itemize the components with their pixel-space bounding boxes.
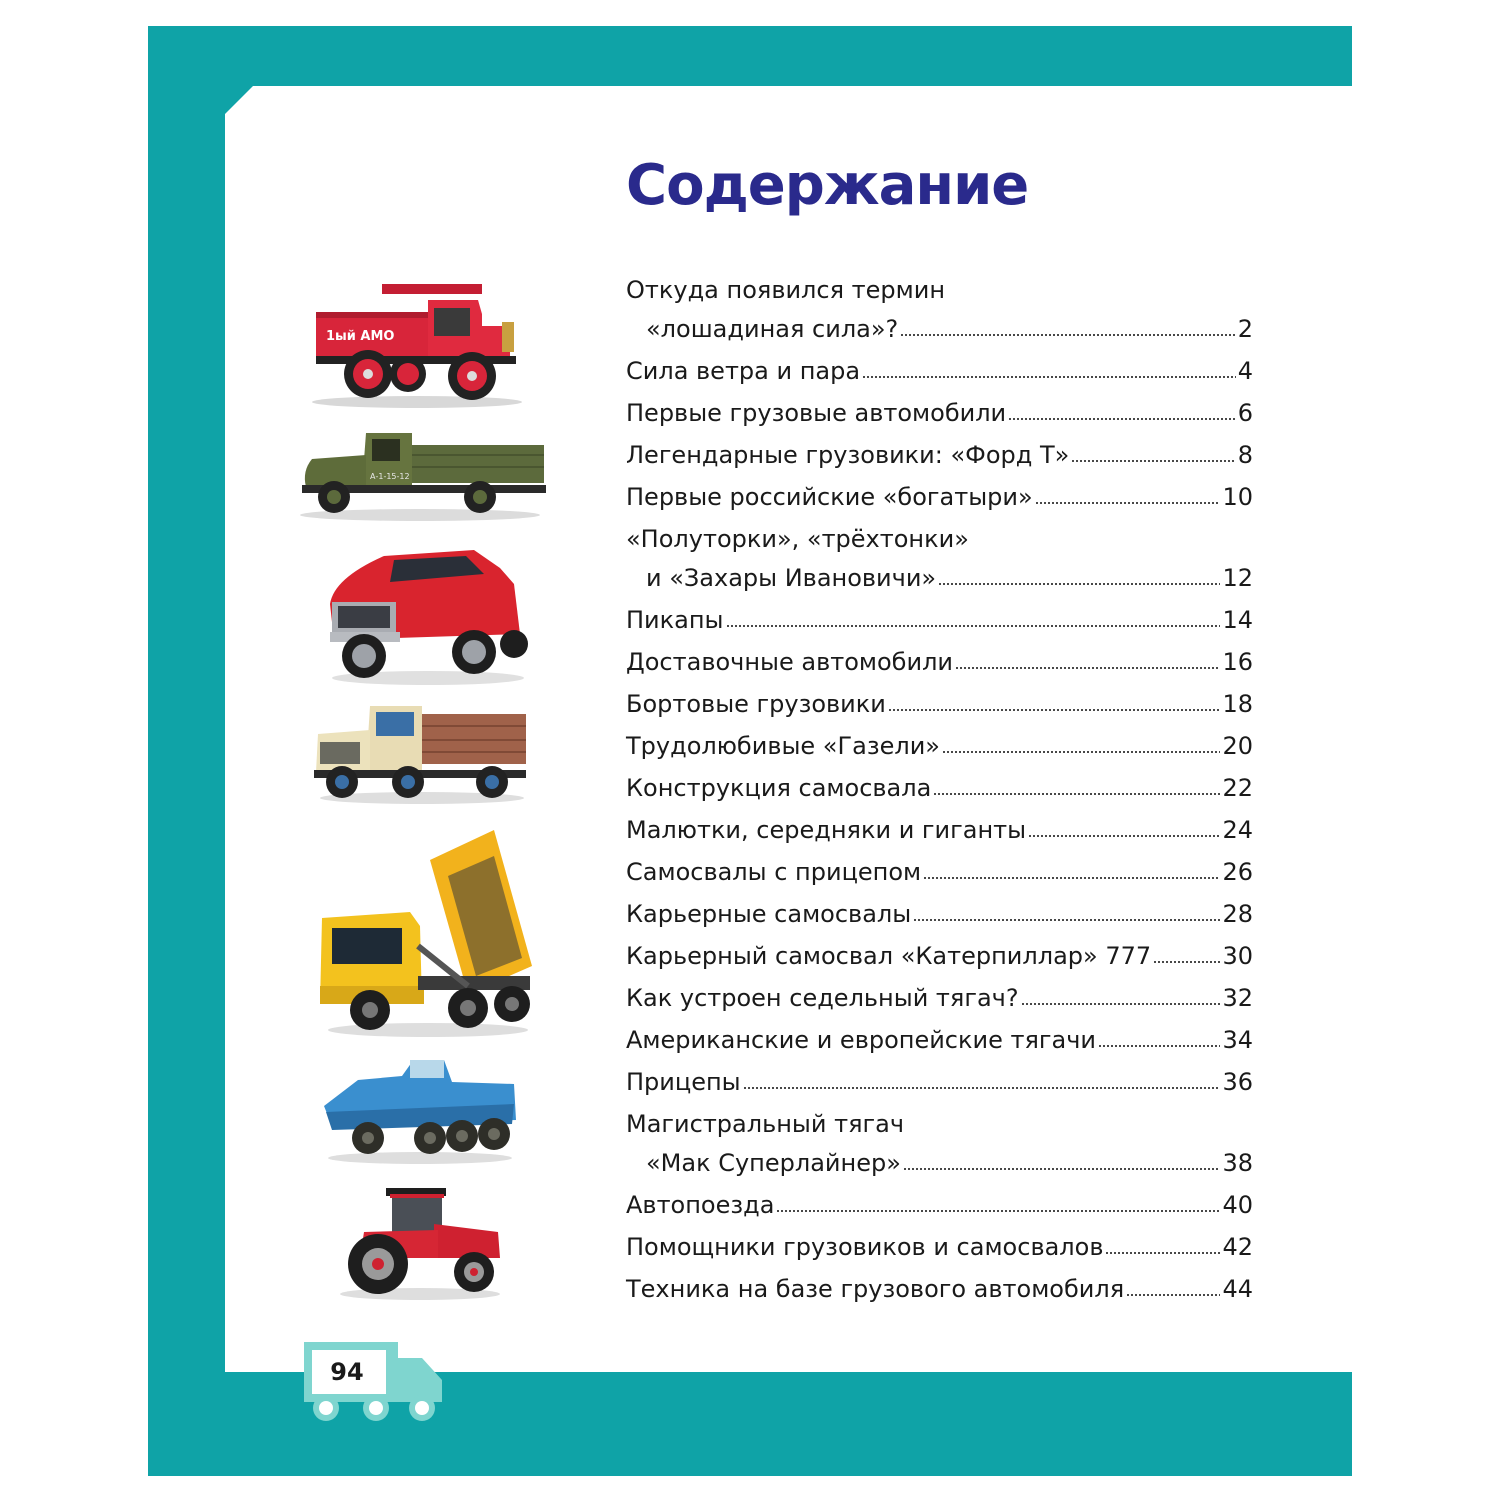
- toc-page-number: 4: [1237, 357, 1253, 385]
- toc-entry-title: Самосвалы с прицепом: [626, 858, 922, 886]
- pickup-truck-illustration: [324, 544, 530, 686]
- toc-leader-dots: [1028, 835, 1220, 837]
- toc-entry-title: Первые грузовые автомобили: [626, 399, 1007, 427]
- toc-page-number: 10: [1222, 483, 1253, 511]
- page-number: 94: [330, 1358, 364, 1386]
- toc-leader-dots: [888, 709, 1221, 711]
- toc-page-number: 22: [1222, 774, 1253, 802]
- toc-entry[interactable]: [626, 692, 1253, 716]
- toc-leader-dots: [1105, 1252, 1220, 1254]
- toc-entry-title: Карьерный самосвал «Катерпиллар» 777: [626, 942, 1152, 970]
- toc-entry[interactable]: [626, 734, 1253, 758]
- amo-truck-illustration: [302, 278, 532, 410]
- toc-entry-title: Трудолюбивые «Газели»: [626, 732, 940, 760]
- toc-entry-title: Помощники грузовиков и самосвалов: [626, 1233, 1104, 1261]
- toc-entry-title: Откуда появился термин: [626, 276, 946, 304]
- toc-entry-title: Сила ветра и пара: [626, 357, 861, 385]
- toc-entry[interactable]: [626, 1193, 1253, 1217]
- toc-entry-title: Американские и европейские тягачи: [626, 1026, 1097, 1054]
- toc-leader-dots: [776, 1210, 1220, 1212]
- toc-page-number: 2: [1237, 315, 1253, 343]
- toc-page-number: 20: [1222, 732, 1253, 760]
- toc-page-number: 32: [1222, 984, 1253, 1012]
- toc-entry[interactable]: [626, 860, 1253, 884]
- toc-entry-title: Техника на базе грузового автомобиля: [626, 1275, 1125, 1303]
- toc-entry[interactable]: [626, 1028, 1253, 1052]
- toc-leader-dots: [1035, 502, 1221, 504]
- toc-entry[interactable]: [626, 1235, 1253, 1259]
- toc-page-number: 16: [1222, 648, 1253, 676]
- toc-entry-title: Автопоезда: [626, 1191, 775, 1219]
- toc-entry[interactable]: [626, 776, 1253, 800]
- toc-leader-dots: [903, 1168, 1221, 1170]
- toc-page-number: 28: [1222, 900, 1253, 928]
- toc-entry[interactable]: [626, 608, 1253, 632]
- toc-entry[interactable]: [626, 278, 1253, 302]
- toc-leader-dots: [933, 793, 1220, 795]
- toc-entry[interactable]: [626, 1151, 1253, 1175]
- toc-leader-dots: [913, 919, 1220, 921]
- toc-leader-dots: [726, 625, 1221, 627]
- toc-page-number: 24: [1222, 816, 1253, 844]
- amphibious-vehicle-illustration: [322, 1054, 518, 1166]
- toc-entry-title: Первые российские «богатыри»: [626, 483, 1033, 511]
- truck-plate: А-1-15-12: [370, 472, 410, 481]
- toc-entry[interactable]: [626, 1277, 1253, 1301]
- toc-entry[interactable]: [626, 443, 1253, 467]
- toc-entry-title: Малютки, середняки и гиганты: [626, 816, 1027, 844]
- toc-page-number: 26: [1222, 858, 1253, 886]
- toc-entry-title: Как устроен седельный тягач?: [626, 984, 1019, 1012]
- toc-page-number: 18: [1222, 690, 1253, 718]
- toc-entry-title: Магистральный тягач: [626, 1110, 905, 1138]
- toc-leader-dots: [1153, 961, 1220, 963]
- toc-leader-dots: [955, 667, 1220, 669]
- toc-entry[interactable]: [626, 986, 1253, 1010]
- toc-page-number: 34: [1222, 1026, 1253, 1054]
- toc-leader-dots: [923, 877, 1220, 879]
- toc-page-number: 42: [1222, 1233, 1253, 1261]
- toc-page-number: 6: [1237, 399, 1253, 427]
- toc-leader-dots: [1098, 1045, 1220, 1047]
- toc-entry[interactable]: [626, 818, 1253, 842]
- toc-entry[interactable]: [626, 485, 1253, 509]
- toc-entry[interactable]: [626, 359, 1253, 383]
- toc-entry-title: Прицепы: [626, 1068, 741, 1096]
- toc-entry-title: Бортовые грузовики: [626, 690, 886, 718]
- toc-entry[interactable]: [626, 401, 1253, 425]
- toc-page-number: 40: [1222, 1191, 1253, 1219]
- army-truck-illustration: [292, 425, 548, 523]
- toc-entry[interactable]: [626, 902, 1253, 926]
- toc-page-number: 14: [1222, 606, 1253, 634]
- dump-truck-illustration: [318, 826, 536, 1040]
- toc-page-number: 30: [1222, 942, 1253, 970]
- toc-entry[interactable]: [626, 944, 1253, 968]
- toc-page-number: 44: [1222, 1275, 1253, 1303]
- toc-page-number: 36: [1222, 1068, 1253, 1096]
- toc-page-number: 38: [1222, 1149, 1253, 1177]
- toc-entry[interactable]: [626, 1070, 1253, 1094]
- toc-entry-title: Легендарные грузовики: «Форд Т»: [626, 441, 1070, 469]
- toc-page-number: 8: [1237, 441, 1253, 469]
- toc-entry[interactable]: [626, 650, 1253, 674]
- toc-entry-title: Пикапы: [626, 606, 724, 634]
- toc-entry-title: Конструкция самосвала: [626, 774, 932, 802]
- toc-leader-dots: [942, 751, 1220, 753]
- toc-entry-title: «лошадиная сила»?: [646, 315, 899, 343]
- truck-side-lettering: 1ый АМО: [326, 329, 395, 344]
- toc-entry[interactable]: [626, 527, 1253, 551]
- page-title: Содержание: [626, 153, 1029, 218]
- toc-entry-title: Карьерные самосвалы: [626, 900, 912, 928]
- toc-entry[interactable]: [626, 317, 1253, 341]
- toc-entry-title: «Полуторки», «трёхтонки»: [626, 525, 969, 553]
- toc-entry[interactable]: [626, 1112, 1253, 1136]
- toc-entry-title: и «Захары Ивановичи»: [646, 564, 937, 592]
- toc-leader-dots: [862, 376, 1236, 378]
- toc-leader-dots: [1071, 460, 1235, 462]
- toc-leader-dots: [900, 334, 1235, 336]
- toc-leader-dots: [1126, 1294, 1220, 1296]
- toc-page-number: 12: [1222, 564, 1253, 592]
- toc-entry[interactable]: [626, 566, 1253, 590]
- tractor-illustration: [334, 1184, 504, 1302]
- toc-leader-dots: [938, 583, 1220, 585]
- toc-entry-title: «Мак Суперлайнер»: [646, 1149, 901, 1177]
- toc-entry-title: Доставочные автомобили: [626, 648, 953, 676]
- flatbed-truck-illustration: [312, 700, 528, 806]
- toc-leader-dots: [1021, 1003, 1221, 1005]
- toc-leader-dots: [1008, 418, 1236, 420]
- toc-leader-dots: [743, 1087, 1221, 1089]
